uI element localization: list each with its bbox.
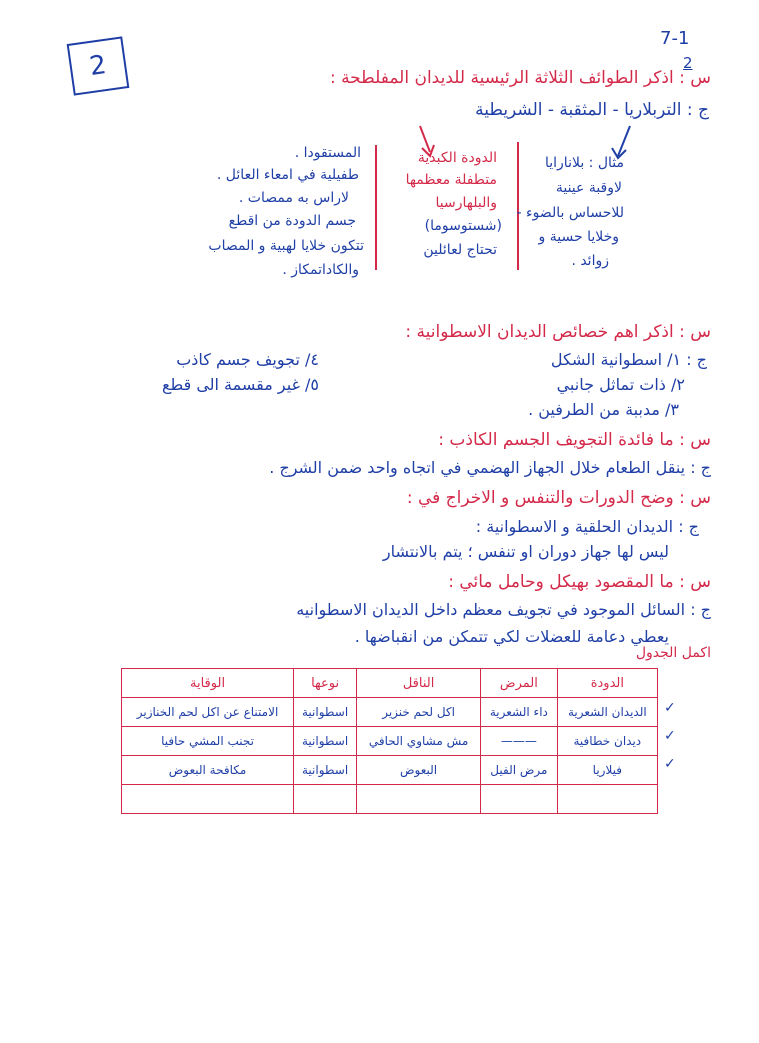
table-cell: اكل لحم خنزير	[357, 698, 481, 727]
table-title: اكمل الجدول	[635, 645, 711, 661]
col-left-line: لاراس به ممصات .	[238, 190, 349, 206]
table-cell: اسطوانية	[294, 698, 357, 727]
table-cell	[481, 785, 558, 814]
table-row	[122, 698, 658, 727]
table-cell	[357, 785, 481, 814]
table-cell: تجنب المشي حافيا	[122, 727, 294, 756]
q5-answer1: ج : السائل الموجود في تجويف معظم داخل الديدان الاسطوانيه	[296, 600, 711, 619]
table-header-cell: المرض	[481, 669, 558, 698]
table-cell	[294, 785, 357, 814]
q2-question: س : اذكر اهم خصائص الديدان الاسطوانية :	[405, 322, 711, 342]
q2-line2-right: ٢/ ذات تماثل جانبي	[556, 375, 685, 394]
col-right-line: وخلايا حسية و	[538, 229, 619, 245]
col-right-line: زوائد .	[571, 253, 609, 269]
checkmark-icon: ✓	[664, 728, 676, 744]
checkmark-icon: ✓	[664, 700, 676, 716]
col-mid-line: متطفلة معظمها	[405, 172, 497, 188]
q2-line1-right: ج : ١/ اسطوانية الشكل	[550, 350, 707, 369]
table-cell: اسطوانية	[294, 727, 357, 756]
q5-answer2: يعطي دعامة للعضلات لكي تتمكن من انقباضها .	[354, 627, 669, 646]
table-cell: اسطوانية	[294, 756, 357, 785]
table-row	[122, 756, 658, 785]
q4-answer2: ليس لها جهاز دوران او تنفس ؛ يتم بالانتشار	[382, 542, 669, 561]
q4-question: س : وضح الدورات والتنفس و الاخراج في :	[406, 488, 711, 508]
table-cell: الامتناع عن اكل لحم الخنازير	[122, 698, 294, 727]
disease-table	[121, 668, 658, 814]
col-left-line: جسم الدودة من اقطع	[228, 213, 356, 229]
table-cell	[122, 785, 294, 814]
table-cell: مش مشاوي الحافي	[357, 727, 481, 756]
col-left-line: تتكون خلايا لهبية و المصاب	[208, 238, 364, 254]
col-right-line: مثال : بلانارايا	[544, 155, 624, 171]
page-sub-number: 2	[683, 54, 693, 72]
col-left-line: والكاداتمكاز .	[282, 262, 359, 278]
table-row	[122, 727, 658, 756]
q3-answer: ج : ينقل الطعام خلال الجهاز الهضمي في اتجاه واحد ضمن الشرج .	[269, 458, 711, 477]
table-header-cell: الوقاية	[122, 669, 294, 698]
table-header-cell: الدودة	[557, 669, 657, 698]
q3-question: س : ما فائدة التجويف الجسم الكاذب :	[438, 430, 711, 450]
table-cell: داء الشعرية	[481, 698, 558, 727]
table-cell: البعوض	[357, 756, 481, 785]
q2-line2-left: ٥/ غير مقسمة الى قطع	[161, 375, 319, 394]
table-row	[122, 785, 658, 814]
table-cell: مكافحة البعوض	[122, 756, 294, 785]
page-number: 7-1	[660, 28, 690, 49]
page-box-number: 2	[67, 36, 130, 95]
col-left-line: المستقودا .	[294, 145, 361, 161]
q2-line3: ٣/ مدببة من الطرفين .	[528, 400, 679, 419]
arrows-icon	[360, 118, 680, 163]
table-cell: فيلاريا	[557, 756, 657, 785]
table-cell: مرض الفيل	[481, 756, 558, 785]
table-cell: الديدان الشعرية	[557, 698, 657, 727]
q1-question: س : اذكر الطوائف الثلاثة الرئيسية للديدان المفلطحة :	[329, 68, 711, 88]
col-mid-line: (شستوسوما)	[424, 218, 502, 234]
table-cell: ———	[481, 727, 558, 756]
checkmark-icon: ✓	[664, 756, 676, 772]
col-mid-line: والبلهارسيا	[435, 195, 497, 211]
table-header-cell: الناقل	[357, 669, 481, 698]
col-right-line: للاحساس بالضوء -	[516, 205, 624, 221]
table-cell: ديدان خطافية	[557, 727, 657, 756]
col-right-line: لاوقبة عينية	[555, 180, 622, 196]
table-cell	[557, 785, 657, 814]
q4-answer1: ج : الديدان الحلقية و الاسطوانية :	[475, 517, 699, 536]
q1-answer: ج : التربلاريا - المثقبة - الشريطية	[475, 100, 709, 120]
table-header-cell: نوعها	[294, 669, 357, 698]
q2-line1-left: ٤/ تجويف جسم كاذب	[176, 350, 319, 369]
col-mid-line: الدودة الكبدية	[417, 150, 497, 166]
col-mid-line: تحتاج لعائلين	[423, 242, 497, 258]
table-header-row	[122, 669, 658, 698]
column-divider-left	[375, 145, 377, 270]
col-left-line: طفيلية في امعاء العائل .	[216, 167, 359, 183]
q5-question: س : ما المقصود بهيكل وحامل مائي :	[448, 572, 711, 592]
